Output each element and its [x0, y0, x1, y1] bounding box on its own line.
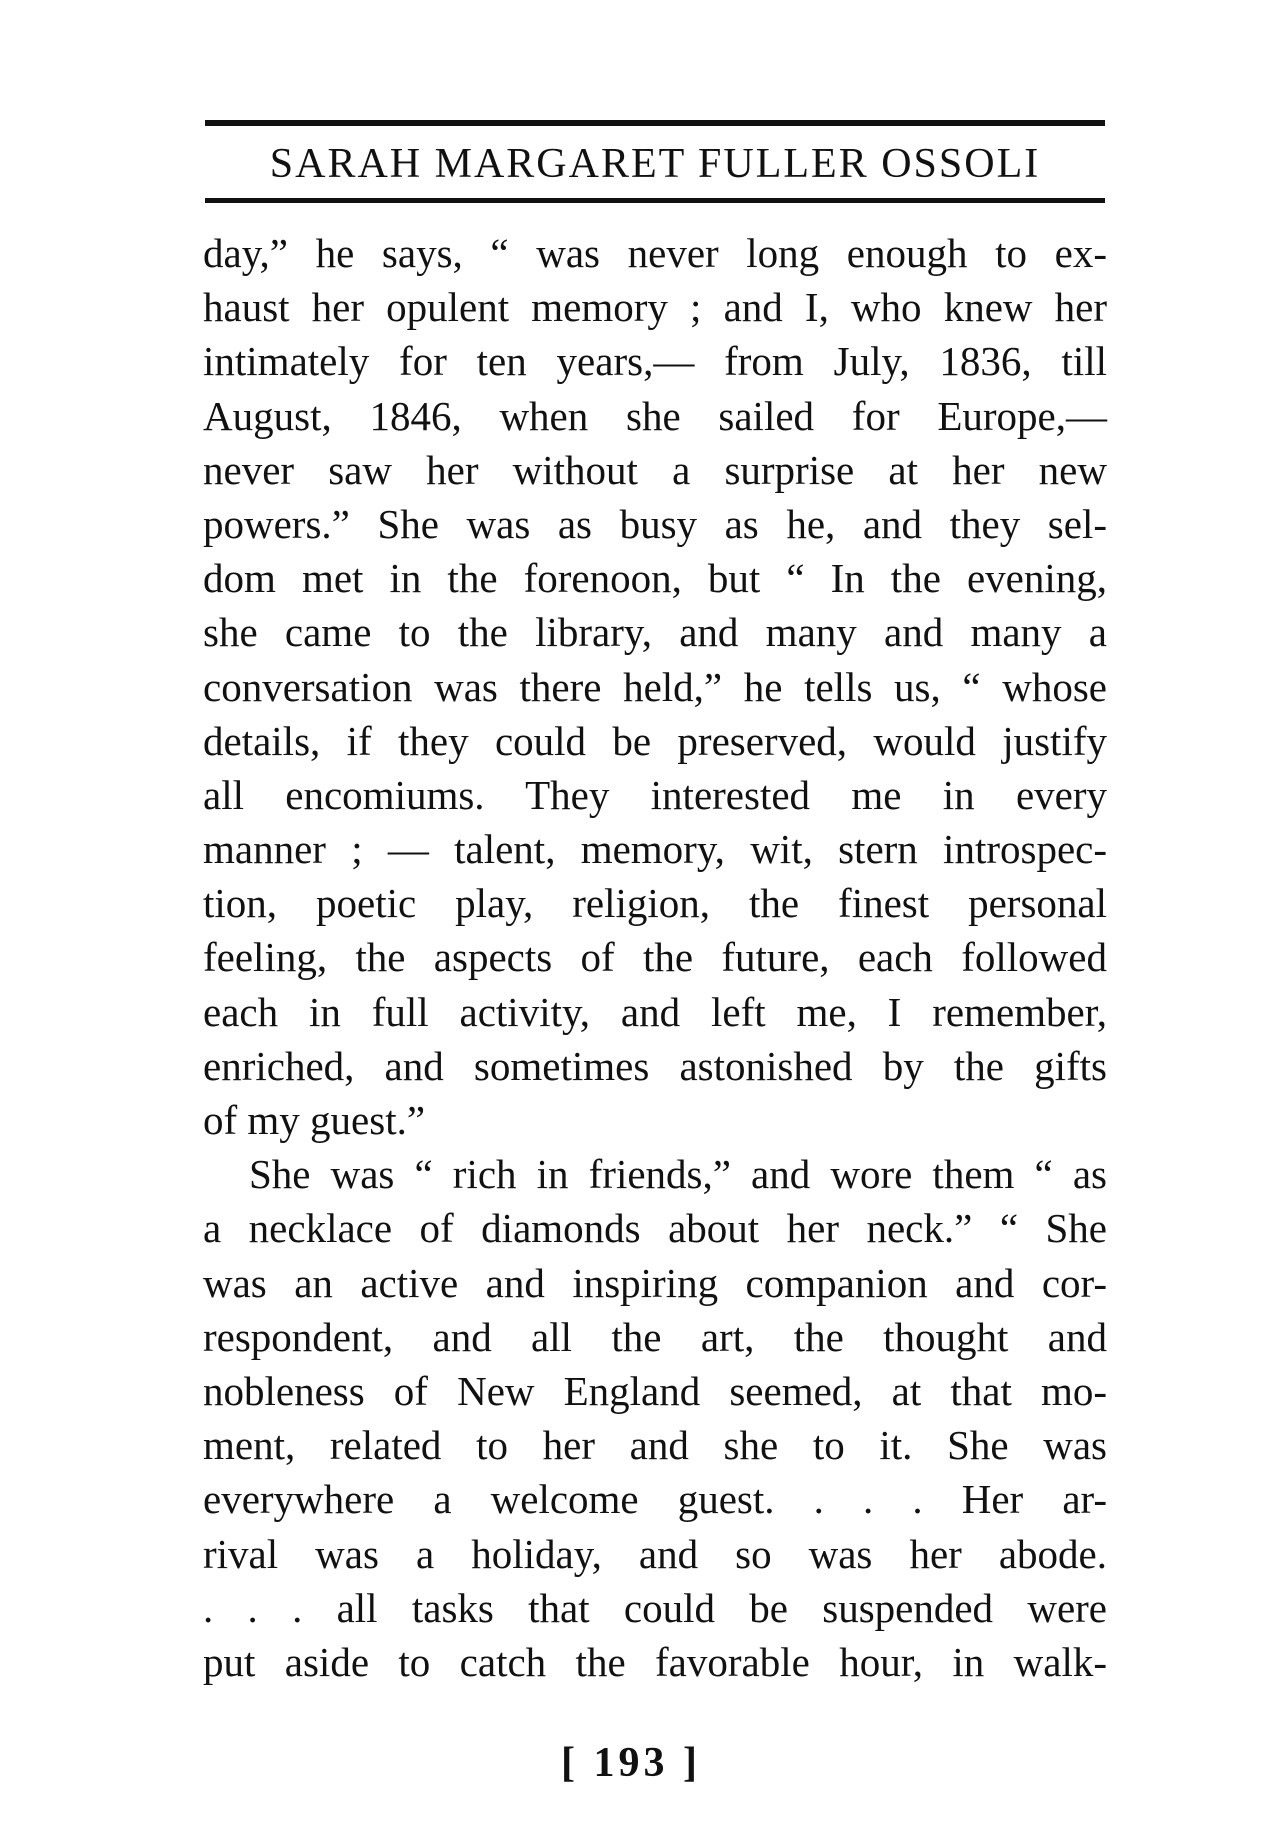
header-rule-bottom [205, 198, 1105, 203]
text-line: ment, related to her and she to it. She was [203, 1422, 1107, 1469]
text-line: tion, poetic play, religion, the finest personal [203, 880, 1107, 927]
text-line: was an active and inspiring companion and cor- [203, 1259, 1107, 1306]
page-number: [ 193 ] [561, 1740, 701, 1786]
text-line: conversation was there held,” he tells us, “ whose [203, 663, 1107, 710]
text-line: haust her opulent memory ; and I, who knew her [203, 284, 1107, 331]
paragraph-end-line: of my guest.” [203, 1097, 426, 1143]
text-line: rival was a holiday, and so was her abode. [203, 1530, 1107, 1577]
text-line: feeling, the aspects of the future, each followed [203, 934, 1107, 981]
text-line: all encomiums. They interested me in every [203, 771, 1107, 818]
text-line: powers.” She was as busy as he, and they sel- [203, 500, 1107, 547]
text-line: day,” he says, “ was never long enough to ex- [203, 230, 1107, 276]
text-line: she came to the library, and many and many a [203, 609, 1107, 656]
text-line: each in full activity, and left me, I remember, [203, 988, 1107, 1035]
text-line: details, if they could be preserved, would justify [203, 717, 1107, 764]
header-rule-top [205, 120, 1105, 126]
paragraph-start-line: She was “ rich in friends,” and wore them “ as [249, 1151, 1107, 1198]
text-line: put aside to catch the favorable hour, in walk- [203, 1638, 1107, 1685]
text-line: August, 1846, when she sailed for Europe,— [203, 392, 1107, 439]
body-text [203, 226, 1107, 1689]
text-line: intimately for ten years,— from July, 1836, till [203, 338, 1107, 385]
text-line: . . . all tasks that could be suspended were [203, 1584, 1107, 1631]
text-line: never saw her without a surprise at her new [203, 446, 1107, 493]
running-head: SARAH MARGARET FULLER OSSOLI [269, 141, 1041, 187]
text-line: respondent, and all the art, the thought and [203, 1313, 1107, 1360]
text-line: nobleness of New England seemed, at that mo- [203, 1367, 1107, 1414]
text-line: dom met in the forenoon, but “ In the evening, [203, 555, 1107, 602]
text-line: manner ; — talent, memory, wit, stern introspec- [203, 826, 1107, 873]
text-line: everywhere a welcome guest. . . . Her ar- [203, 1476, 1107, 1523]
text-line: a necklace of diamonds about her neck.” “ She [203, 1205, 1107, 1252]
text-line: enriched, and sometimes astonished by the gifts [203, 1042, 1107, 1089]
